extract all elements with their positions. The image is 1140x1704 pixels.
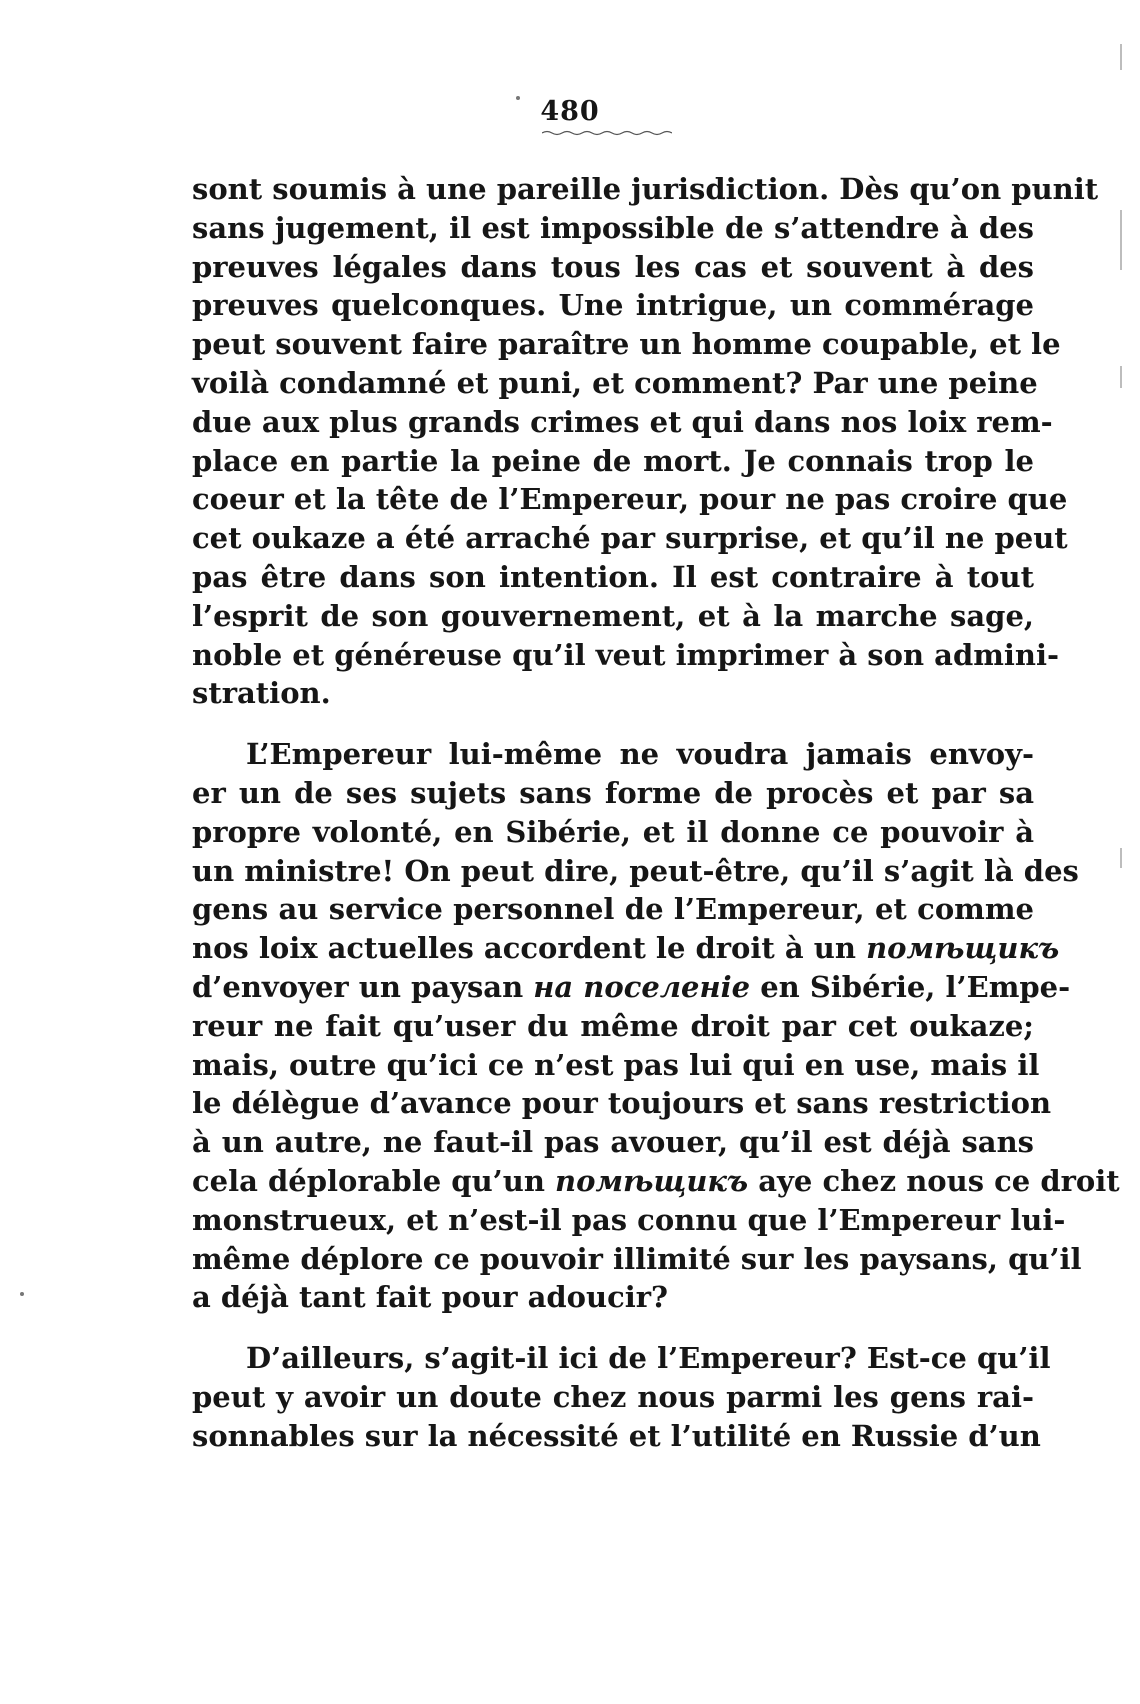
paper-speck — [516, 96, 520, 100]
text-line: preuves légales dans tous les cas et souvent à des — [192, 249, 1034, 284]
page-number: 480 — [540, 96, 600, 127]
text-line: à un autre, ne faut-il pas avouer, qu’il est déjà sans — [192, 1125, 1034, 1160]
text-line: peut y avoir un doute chez nous parmi les gens rai- — [192, 1379, 1034, 1414]
text-line: coeur et la tête de l’Empereur, pour ne pas croire que — [192, 482, 1068, 517]
text-line: cela déplorable qu’un помѣщикъ aye chez nous ce droit — [192, 1163, 1120, 1198]
text-line: pas être dans son intention. Il est contraire à tout — [192, 559, 1034, 594]
text-line: preuves quelconques. Une intrigue, un commérage — [192, 288, 1034, 323]
text-line: mais, outre qu’ici ce n’est pas lui qui en use, mais il — [192, 1047, 1040, 1082]
text-line: sont soumis à une pareille jurisdiction. Dès qu’on punit — [192, 172, 1099, 206]
text-line: voilà condamné et puni, et comment? Par une peine — [192, 365, 1038, 400]
margin-mark — [1120, 210, 1122, 270]
text-line: place en partie la peine de mort. Je connais trop le — [192, 443, 1034, 478]
text-line: nos loix actuelles accordent le droit à un помѣщикъ — [192, 931, 1060, 966]
text-line: sans jugement, il est impossible de s’attendre à des — [192, 210, 1034, 245]
margin-mark — [1120, 44, 1122, 70]
paper-speck — [20, 1292, 24, 1296]
text-line: D’ailleurs, s’agit-il ici de l’Empereur? Est-ce qu’il — [246, 1341, 1051, 1376]
margin-mark — [1120, 366, 1122, 388]
page-number-ornament — [542, 130, 672, 136]
text-line: noble et généreuse qu’il veut imprimer à son admini- — [192, 637, 1060, 672]
text-line: stration. — [192, 676, 331, 711]
text-line: reur ne fait qu’user du même droit par cet oukaze; — [192, 1008, 1034, 1043]
text-line: même déplore ce pouvoir illimité sur les paysans, qu’il — [192, 1241, 1082, 1276]
text-line: monstrueux, et n’est-il pas connu que l’Empereur lui- — [192, 1202, 1066, 1237]
text-line: gens au service personnel de l’Empereur, et comme — [192, 892, 1034, 927]
body-text — [192, 170, 1120, 1456]
paragraph — [192, 1339, 1051, 1455]
text-line: due aux plus grands crimes et qui dans nos loix rem- — [192, 404, 1053, 439]
paragraph — [192, 735, 1120, 1317]
text-line: d’envoyer un paysan на поселеніе en Sibérie, l’Empe- — [192, 969, 1071, 1004]
text-line: peut souvent faire paraître un homme coupable, et le — [192, 327, 1061, 362]
text-line: sonnables sur la nécessité et l’utilité en Russie d’un — [192, 1418, 1041, 1453]
text-line: er un de ses sujets sans forme de procès et par sa — [192, 775, 1034, 810]
margin-mark — [1120, 848, 1122, 868]
text-line: L’Empereur lui-même ne voudra jamais envoy- — [246, 737, 1034, 772]
text-line: le délègue d’avance pour toujours et sans restriction — [192, 1086, 1052, 1121]
text-line: cet oukaze a été arraché par surprise, et qu’il ne peut — [192, 521, 1068, 556]
text-line: l’esprit de son gouvernement, et à la marche sage, — [192, 598, 1034, 633]
paragraph — [192, 170, 1099, 713]
text-line: un ministre! On peut dire, peut-être, qu’il s’agit là des — [192, 853, 1079, 888]
text-line: a déjà tant fait pour adoucir? — [192, 1280, 669, 1315]
text-line: propre volonté, en Sibérie, et il donne ce pouvoir à — [192, 814, 1034, 849]
